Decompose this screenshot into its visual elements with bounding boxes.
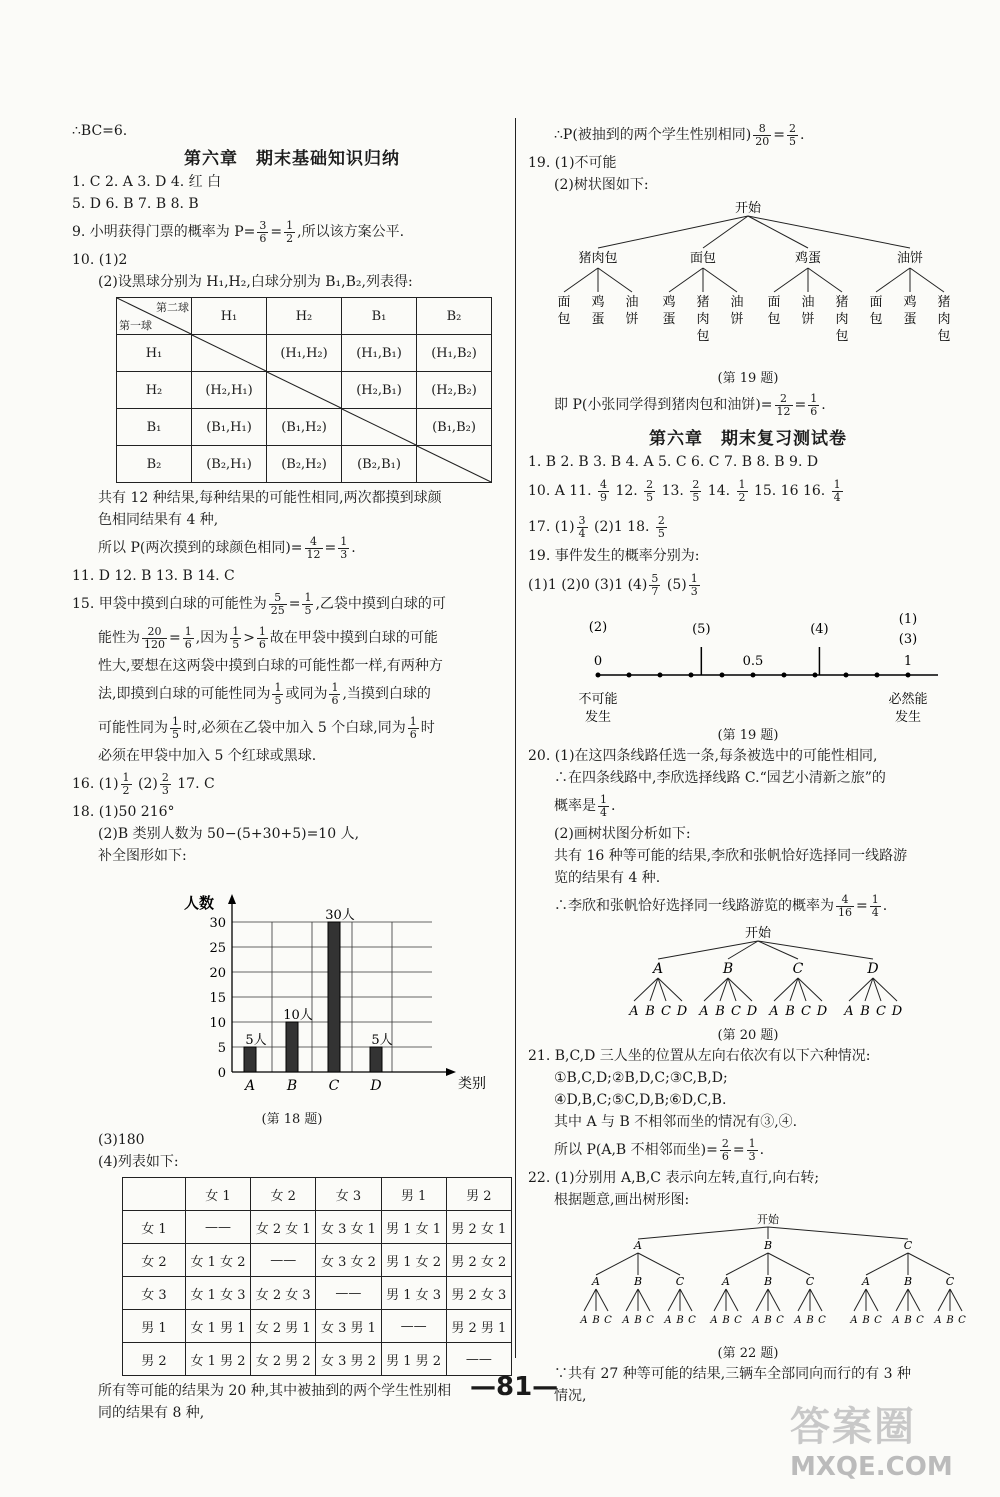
answer-line: 5. D 6. B 7. B 8. B [72,196,199,212]
tree-branch [810,1289,822,1311]
text-line: ④D,B,C;⑤C,D,B;⑥D,C,B. [554,1092,727,1108]
text-line: ∵共有 27 种等可能的结果,三辆车全部同向而行的有 3 种 [554,1366,911,1382]
text-line: 览的结果有 4 种. [554,870,661,886]
tree-node: C [945,1275,955,1288]
y-tick-label: 20 [209,966,226,981]
tree-leaf: B [645,1004,655,1019]
answer-line: (2)设黑球分别为 H₁,H₂,白球分别为 B₁,B₂,列表得: [98,274,413,290]
answer-line: 9. 小明获得门票的概率为 P= $\frac{3}{6}$ = $\frac{1}{2}$ ,所以该方案公平. [72,218,405,245]
table-corner-cell: 第二球 第一球 [117,298,192,335]
text-line: 所以 P(A,B 不相邻而坐)= $\frac{2}{6}$ = $\frac{1}{3}$ . [554,1136,765,1163]
text-line: 同的结果有 8 种, [98,1405,205,1421]
tree-leaf: 鸡蛋 [591,295,605,327]
x-axis-label: 类别 [458,1076,486,1092]
answer-line: 20. (1)在这四条线路任选一条,每条被选中的可能性相同, [528,748,878,764]
table-header: H₁ [192,298,267,335]
tree-leaf: B [785,1004,795,1019]
tick-label: 1 [903,654,913,669]
tree-leaf: A [629,1004,639,1019]
table-row: 女 2 女 1 女 2 —— 女 3 女 2 男 1 女 2 男 2 女 2 [123,1244,512,1277]
answer-line: 18. (1)50 216° [72,804,175,820]
tree-branch [768,1227,908,1239]
gender-table: 女 1 女 2 女 3 男 1 男 2 女 1 —— 女 2 女 1 女 3 女 1 男 1 女 1 男 2 女 1 女 2 女 1 女 2 —— 女 3 女 2 男 1 女 2 男 2 女 2 女 3 女 1 女 3 女 2 女 3 —— 男 1 女 3 男 2 女 3 男 1 女 1 男 1 女 2 男 1 女 3 男 1 —— 男 2 男 1 男 2 女 1 男 2 女 2 男 2 女 3 男 2 男 1 男 2 —— [122,1177,512,1376]
bar-chart [72,867,512,1107]
tree-node: 油饼 [896,251,924,266]
answer-line: 19. 事件发生的概率分别为: [528,548,700,564]
tree-leaf: 猪肉包 [937,295,951,344]
y-tick-label: 5 [217,1041,226,1056]
tree-branch [748,216,808,248]
tree-node: A [722,1275,730,1288]
y-tick-label: 0 [217,1066,226,1081]
table-row: H₂ (H₂,H₁) (H₂,B₁) (H₂,B₂) [117,372,492,409]
outcome-table [116,297,492,483]
figure-caption: (第 19 题) [717,371,779,386]
text-line: ∴李欣和张帆恰好选择同一线路游览的概率为 $\frac{4}{16}$ = $\frac{1}{4}$ . [554,892,888,919]
tree-leaf: 油饼 [801,295,815,327]
table-row: 男 2 女 1 男 2 女 2 男 2 女 3 男 2 男 1 男 2 —— [123,1343,512,1376]
tree-leaf: 鸡蛋 [903,295,917,327]
text-line: ①B,C,D;②B,D,C;③C,B,D; [554,1070,728,1086]
tree-leaf: C [688,1315,696,1326]
tree-branch [908,1289,920,1311]
tree-leaf: A [664,1315,672,1326]
y-tick-label: 15 [209,991,226,1006]
table-row: 女 1 —— 女 2 女 1 女 3 女 1 男 1 女 1 男 2 女 1 [123,1211,512,1244]
tree-leaf: B [860,1004,870,1019]
event-label: (1) [898,612,918,627]
fraction: $\frac{3}{6}$ [259,218,267,245]
event-label: (3) [898,632,918,647]
number-line-dot [906,673,911,678]
tree-branch [598,268,632,292]
tree-leaf: C [818,1315,826,1326]
answer-line: 19. (1)不可能 [528,155,617,171]
tree-branch [626,1289,638,1311]
table-row: 男 1 女 1 男 1 女 2 男 1 女 3 男 1 —— 男 2 男 1 [123,1310,512,1343]
left-end-label: 不可能 [578,692,618,707]
tree-leaf: C [731,1004,741,1019]
tree-branch [876,268,910,292]
text-line: 必须在甲袋中加入 5 个红球或黑球. [98,748,317,764]
tree-node: A [634,1239,642,1252]
text-line: (2)画树状图分析如下: [554,826,691,842]
data-label: 10人 [283,1008,313,1023]
tree-leaf: C [776,1315,784,1326]
tree-leaf: A [622,1315,630,1326]
answer-line: 22. (1)分别用 A,B,C 表示向左转,直行,向右转; [528,1170,820,1186]
number-line-dot [596,673,601,678]
tree-branch [774,268,808,292]
tree-node: C [903,1239,913,1252]
watermark-logo: 答案圈 [790,1404,916,1450]
tree-branch [726,1289,738,1311]
text-line: ∴P(被抽到的两个学生性别相同) $\frac{8}{20}$ = $\frac{2}{5}$ . [554,121,805,148]
tree-branch [910,268,944,292]
number-line-dot [627,673,632,678]
tree-leaf: B [862,1315,870,1326]
tree-branch [768,1289,780,1311]
tree-leaf: C [916,1315,924,1326]
text-line: 色相同结果有 4 种, [98,512,219,528]
tree-branch [564,268,598,292]
tree-leaf: C [874,1315,882,1326]
tree-node: C [675,1275,685,1288]
bar-D [370,1047,382,1072]
text-line: 概率是 $\frac{1}{4}$ . [554,792,616,819]
tree-leaf: C [661,1004,671,1019]
data-label: 5人 [245,1033,267,1048]
text-line: 所有等可能的结果为 20 种,其中被抽到的两个学生性别相 [98,1383,452,1399]
tree-branch [854,1289,866,1311]
tree-leaf: C [876,1004,886,1019]
answer-line: 1. B 2. B 3. B 4. A 5. C 6. C 7. B 8. B 9. D [528,454,819,470]
tree-node: B [763,1275,773,1288]
text-line: ∴BC=6. [72,123,128,139]
tree-branch [714,1289,726,1311]
tree-leaf: A [580,1315,588,1326]
tree-node: B [722,961,734,977]
probability-number-line [528,603,968,723]
text-line: 性大,要想在这两袋中摸到白球的可能性都一样,有两种方 [98,658,443,674]
number-line-dot [782,673,787,678]
tree-branch [896,1289,908,1311]
tree-leaf: 面包 [869,295,883,327]
y-tick-label: 10 [209,1016,226,1031]
tree-leaf: B [806,1315,814,1326]
tree-leaf: C [958,1315,966,1326]
answer-line: 10. (1)2 [72,252,128,268]
section-heading: 第六章 期末基础知识归纳 [184,149,400,169]
event-label: (5) [692,622,711,637]
tree-leaf: C [734,1315,742,1326]
text-line: 共有 12 种结果,每种结果的可能性相同,两次都摸到球颜 [98,490,442,506]
tree-leaf: 面包 [767,295,781,327]
number-line-dot [813,673,818,678]
table-header: B₁ [342,298,417,335]
text-line: 根据题意,画出树形图: [554,1192,690,1208]
tick-label: 0.5 [742,654,764,669]
right-end-label: 必然能 [888,692,928,707]
text-line: 15. 甲袋中摸到白球的可能性为 $\frac{5}{25}$ = $\frac{1}{5}$ ,乙袋中摸到白球的可 [72,590,446,617]
tree-node: D [867,961,879,977]
number-line-dot [844,673,849,678]
tree-leaf: 油饼 [730,295,744,327]
tick-label: 0 [593,654,603,669]
tree-leaf: D [676,1004,688,1019]
tree-branch [908,1253,950,1275]
table-row: 女 3 女 1 女 3 女 2 女 3 —— 男 1 女 3 男 2 女 3 [123,1277,512,1310]
tree-branch [596,1289,608,1311]
tree-branch [638,1253,680,1275]
tree-node: 猪肉包 [578,251,618,266]
tree-node: A [592,1275,600,1288]
data-label: 5人 [371,1033,393,1048]
fraction: $\frac{4}{12}$ [306,534,321,561]
text-line: 所以 P(两次摸到的球颜色相同)= $\frac{4}{12}$ = $\frac{1}{3}$ . [98,534,356,561]
tree-node: 鸡蛋 [794,251,822,266]
tree-branch [584,1289,596,1311]
tree-root: 开始 [757,1213,779,1226]
tree-leaf: A [844,1004,854,1019]
event-label: (4) [810,622,829,637]
tree-leaf: C [604,1315,612,1326]
tree-leaf: B [904,1315,912,1326]
bar-B [286,1022,298,1072]
x-tick-label: D [370,1078,382,1094]
number-line-dot [720,673,725,678]
number-line-dot [689,673,694,678]
tree-leaf: B [676,1315,684,1326]
tree-leaf: B [592,1315,600,1326]
section-heading: 第六章 期末复习测试卷 [649,429,847,449]
event-label: (2) [588,620,608,635]
tree-branch [638,1227,768,1239]
answer-line: 17. (1) $\frac{3}{4}$ (2)1 18. $\frac{2}{5}$ [528,513,665,540]
tree-leaf: A [699,1004,709,1019]
tree-leaf: A [769,1004,779,1019]
answer-line: 21. B,C,D 三人坐的位置从左向右依次有以下六种情况: [528,1048,871,1064]
tree-leaf: A [794,1315,802,1326]
answer-line: 16. (1) $\frac{1}{2}$ (2) $\frac{2}{3}$ 17. C [72,770,215,797]
tree-node: B [903,1275,913,1288]
tree-diagram-22 [528,1211,968,1341]
tree-node: C [792,961,804,977]
x-tick-label: C [328,1078,340,1094]
y-axis-arrow [228,894,236,904]
tree-leaf: 猪肉包 [835,295,849,344]
tree-branch [596,1253,638,1275]
watermark-url: MXQE.COM [790,1452,953,1482]
text-line: 共有 16 种等可能的结果,李欣和张帆恰好选择同一线路游 [554,848,908,864]
number-line-dot [751,673,756,678]
tree-leaf: 鸡蛋 [662,295,676,327]
tree-leaf: C [801,1004,811,1019]
text-line: 其中 A 与 B 不相邻而坐的情况有③,④. [554,1114,798,1130]
tree-branch [938,1289,950,1311]
tree-node: B [633,1275,643,1288]
tree-diagram-19 [528,196,968,366]
tree-branch [950,1289,962,1311]
answer-line: (1)1 (2)0 (3)1 (4) $\frac{5}{7}$ (5) $\frac{1}{3}$ [528,571,698,598]
tree-leaf: B [634,1315,642,1326]
table-header: B₂ [417,298,492,335]
tree-node: 面包 [689,251,717,266]
text-line: 能性为 $\frac{20}{120}$ = $\frac{1}{6}$ ,因为 $\frac{1}{5}$ > $\frac{1}{6}$ 故在甲袋中摸到白球的可能 [98,624,438,651]
tree-leaf: A [850,1315,858,1326]
figure-caption: (第 18 题) [261,1112,323,1127]
tree-leaf: D [746,1004,758,1019]
text-line: 情况, [554,1388,587,1404]
tree-leaf: B [764,1315,772,1326]
tree-leaf: 油饼 [625,295,639,327]
tree-branch [808,268,842,292]
y-axis-label: 人数 [184,894,215,912]
table-row: B₂ (B₂,H₁) (B₂,H₂) (B₂,B₁) [117,446,492,483]
tree-node: A [862,1275,870,1288]
tree-branch [668,1289,680,1311]
figure-caption: (第 19 题) [717,728,779,743]
tree-branch [703,268,737,292]
page-number: —81— [470,1372,559,1402]
x-tick-label: B [286,1078,298,1094]
data-label: 30人 [325,908,355,923]
answer-line: 11. D 12. B 13. B 14. C [72,568,235,584]
tree-leaf: A [892,1315,900,1326]
answer-line: 10. A 11. $\frac{4}{9}$ 12. $\frac{2}{5}$ 13. $\frac{2}{5}$ 14. $\frac{1}{2}$ 15. 16 16. $\frac{1}{4}$ [528,477,841,504]
right-end-label: 发生 [894,710,922,723]
tree-branch [680,1289,692,1311]
text-line: (4)列表如下: [98,1154,179,1170]
tree-branch [758,941,873,959]
left-end-label: 发生 [584,710,612,723]
table-row: H₁ (H₁,H₂) (H₁,B₁) (H₁,B₂) [117,335,492,372]
left-column [72,120,512,1424]
number-line-dot [658,673,663,678]
figure-caption: (第 22 题) [717,1346,779,1361]
tree-branch [726,1253,768,1275]
answer-line: 1. C 2. A 3. D 4. 红 白 [72,174,222,190]
fraction: $\frac{1}{2}$ [286,218,294,245]
tree-root: 开始 [734,201,762,216]
text-line: (3)180 [98,1132,145,1148]
tree-branch [768,1253,810,1275]
text-line: ∴在四条线路中,李欣选择线路 C.“园艺小清新之旅”的 [554,770,886,786]
x-tick-label: A [244,1078,256,1094]
tree-root: 开始 [744,926,772,941]
tree-leaf: B [946,1315,954,1326]
text-line: 补全图形如下: [98,848,187,864]
column-divider [515,118,516,1358]
tree-leaf: B [715,1004,725,1019]
bar-A [244,1047,256,1072]
tree-branch [866,1289,878,1311]
bar-C [328,922,340,1072]
tree-branch [748,216,910,248]
right-column [528,118,968,1407]
text-line: (2)树状图如下: [554,177,649,193]
tree-leaf: A [934,1315,942,1326]
tree-branch [669,268,703,292]
table-header: H₂ [267,298,342,335]
text-line: 可能性同为 $\frac{1}{5}$ 时,必须在乙袋中加入 5 个白球,同为 $\frac{1}{6}$ 时 [98,714,435,741]
figure-caption: (第 20 题) [717,1028,779,1043]
tree-leaf: A [710,1315,718,1326]
watermark [790,1395,953,1482]
tree-diagram-20 [528,923,968,1023]
tree-leaf: D [891,1004,903,1019]
tree-leaf: D [816,1004,828,1019]
number-line-dot [875,673,880,678]
tree-branch [866,1253,908,1275]
y-tick-label: 30 [209,916,226,931]
x-axis-arrow [446,1068,456,1076]
tree-branch [756,1289,768,1311]
tree-branch [798,1289,810,1311]
tree-node: B [763,1239,773,1252]
tree-node: C [805,1275,815,1288]
tree-leaf: 猪肉包 [696,295,710,344]
tree-node: A [652,961,664,977]
y-tick-label: 25 [209,941,226,956]
fraction: $\frac{1}{3}$ [340,534,348,561]
table-row: B₁ (B₁,H₁) (B₁,H₂) (B₁,B₂) [117,409,492,446]
text-line: 即 P(小张同学得到猪肉包和油饼)= $\frac{2}{12}$ = $\frac{1}{6}$ . [554,391,826,418]
tree-leaf: C [646,1315,654,1326]
tree-leaf: A [752,1315,760,1326]
tree-branch [638,1289,650,1311]
text-line: 法,即摸到白球的可能性同为 $\frac{1}{5}$ 或同为 $\frac{1}{6}$ ,当摸到白球的 [98,680,431,707]
tree-leaf: B [722,1315,730,1326]
text-line: (2)B 类别人数为 50−(5+30+5)=10 人, [98,826,360,842]
tree-leaf: 面包 [557,295,571,327]
